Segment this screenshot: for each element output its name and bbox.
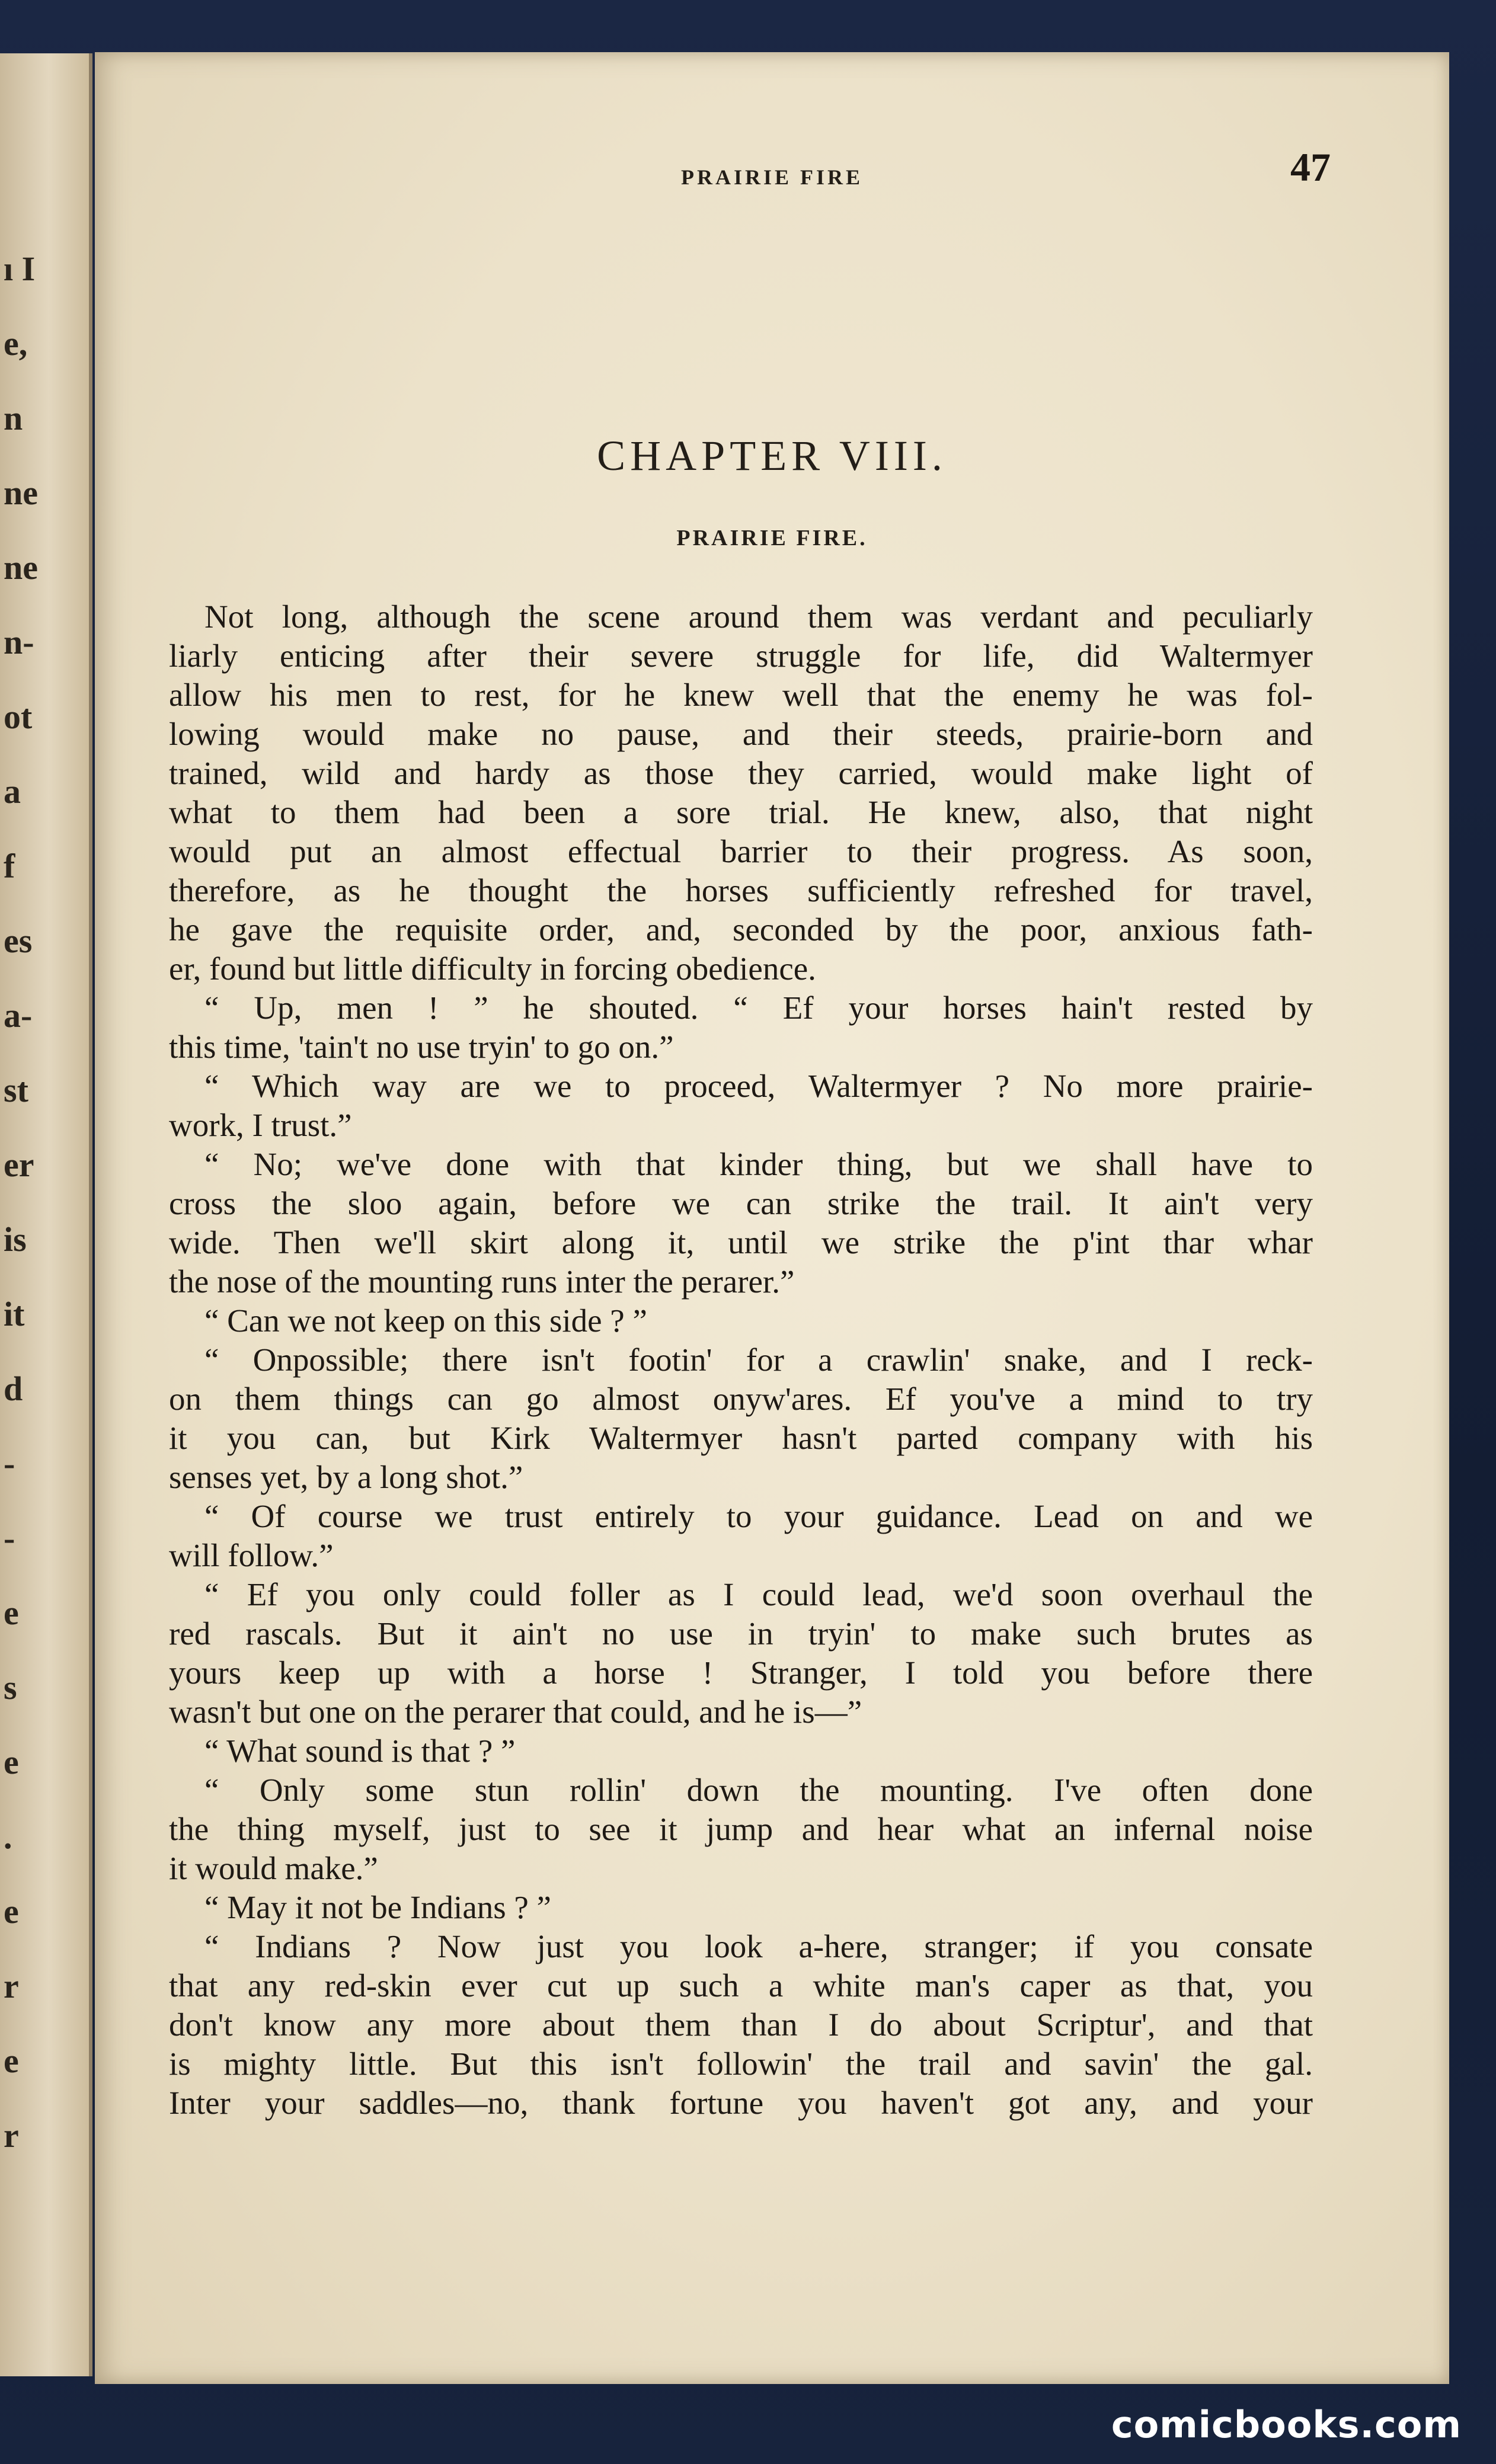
text-line: Inter your saddles—no, thank fortune you haven't got any, and your	[169, 2085, 1313, 2121]
facing-page-edge	[0, 53, 92, 2376]
text-line: trained, wild and hardy as those they carried, would make light of	[169, 755, 1313, 791]
facing-page-fragment: ı I	[4, 249, 36, 288]
text-line: allow his men to rest, for he knew well that the enemy he was fol-	[169, 677, 1313, 713]
facing-page-fragment: .	[4, 1817, 12, 1856]
text-line: don't know any more about them than I do about Scriptur', and that	[169, 2007, 1313, 2043]
text-line: on them things can go almost onyw'ares. Ef you've a mind to try	[169, 1381, 1313, 1417]
page-number: 47	[1290, 145, 1331, 190]
chapter-title: CHAPTER VIII.	[597, 432, 947, 479]
facing-page-fragment: e	[4, 1593, 19, 1632]
text-line: the thing myself, just to see it jump and hear what an infernal noise	[169, 1811, 1313, 1847]
body-text	[169, 597, 1313, 2123]
text-line: “ Up, men ! ” he shouted. “ Ef your horses hain't rested by	[204, 990, 1313, 1026]
text-line: it would make.”	[169, 1850, 378, 1886]
facing-page-fragment: ne	[4, 473, 38, 512]
text-line: er, found but little difficulty in forcing obedience.	[169, 951, 816, 987]
running-head: PRAIRIE FIRE	[680, 165, 864, 189]
text-line: work, I trust.”	[169, 1107, 352, 1143]
text-line: it you can, but Kirk Waltermyer hasn't parted company with his	[169, 1420, 1313, 1456]
text-line: therefore, as he thought the horses sufficiently refreshed for travel,	[169, 872, 1313, 908]
facing-page-fragment: is	[4, 1220, 27, 1259]
facing-page-fragment: d	[4, 1369, 23, 1408]
facing-page-fragment: es	[4, 921, 33, 960]
text-line: “ Which way are we to proceed, Waltermyer ? No more prairie-	[204, 1068, 1313, 1104]
text-line: wide. Then we'll skirt along it, until we strike the p'int thar whar	[169, 1224, 1313, 1260]
text-line: “ No; we've done with that kinder thing, but we shall have to	[204, 1146, 1313, 1182]
facing-page-fragment: n-	[4, 623, 34, 661]
text-line: senses yet, by a long shot.”	[169, 1459, 523, 1495]
text-line: this time, 'tain't no use tryin' to go on.”	[169, 1029, 674, 1065]
text-line: wasn't but one on the perarer that could, and he is—”	[169, 1694, 862, 1730]
text-line: yours keep up with a horse ! Stranger, I told you before there	[169, 1655, 1313, 1691]
text-line: would put an almost effectual barrier to their progress. As soon,	[169, 833, 1313, 869]
text-line: he gave the requisite order, and, seconded by the poor, anxious fath-	[169, 911, 1313, 948]
text-line: what to them had been a sore trial. He knew, also, that night	[169, 794, 1313, 830]
facing-page-fragment: -	[4, 1519, 15, 1557]
text-line: lowing would make no pause, and their steeds, prairie-born and	[169, 716, 1313, 752]
text-line: is mighty little. But this isn't followin' the trail and savin' the gal.	[169, 2046, 1313, 2082]
text-line: the nose of the mounting runs inter the perarer.”	[169, 1263, 795, 1300]
watermark: comicbooks.com	[1111, 2403, 1462, 2446]
facing-page-fragment: a	[4, 772, 21, 811]
text-line: “ Onpossible; there isn't footin' for a crawlin' snake, and I reck-	[204, 1342, 1313, 1378]
text-line: Not long, although the scene around them was verdant and peculiarly	[204, 599, 1313, 635]
facing-page-fragment: n	[4, 399, 23, 437]
text-line: that any red-skin ever cut up such a white man's caper as that, you	[169, 1967, 1313, 2004]
text-line: cross the sloo again, before we can strike the trail. It ain't very	[169, 1185, 1313, 1221]
facing-page-fragment: s	[4, 1668, 17, 1707]
facing-page-fragment: r	[4, 2116, 19, 2155]
text-line: will follow.”	[169, 1537, 334, 1573]
text-line: “ Can we not keep on this side ? ”	[204, 1303, 647, 1339]
text-line: “ May it not be Indians ? ”	[204, 1889, 551, 1925]
facing-page-fragment: a-	[4, 996, 33, 1035]
facing-page-fragment: f	[4, 847, 15, 885]
text-line: “ Of course we trust entirely to your guidance. Lead on and we	[204, 1498, 1313, 1534]
text-line: red rascals. But it ain't no use in tryin' to make such brutes as	[169, 1615, 1313, 1652]
facing-page-fragment: -	[4, 1444, 15, 1483]
facing-page-fragment: r	[4, 1967, 19, 2005]
chapter-subtitle: PRAIRIE FIRE.	[676, 526, 868, 551]
facing-page-fragment: st	[4, 1071, 28, 1109]
text-line: “ Ef you only could foller as I could lead, we'd soon overhaul the	[204, 1576, 1313, 1612]
facing-page-fragment: e	[4, 1743, 19, 1781]
facing-page-fragment: er	[4, 1145, 34, 1184]
facing-page-fragment: e	[4, 2041, 19, 2080]
facing-page-fragment: ot	[4, 697, 33, 736]
text-line: “ What sound is that ? ”	[204, 1733, 516, 1769]
facing-page-fragment: it	[4, 1295, 25, 1333]
facing-page-fragment: ne	[4, 548, 38, 587]
book-page	[95, 52, 1449, 2384]
text-line: liarly enticing after their severe struggle for life, did Waltermyer	[169, 638, 1313, 674]
text-line: “ Indians ? Now just you look a-here, stranger; if you consate	[204, 1928, 1313, 1964]
facing-page-fragment: e,	[4, 324, 28, 363]
facing-page-fragment: e	[4, 1892, 19, 1931]
text-line: “ Only some stun rollin' down the mounting. I've often done	[204, 1772, 1313, 1808]
